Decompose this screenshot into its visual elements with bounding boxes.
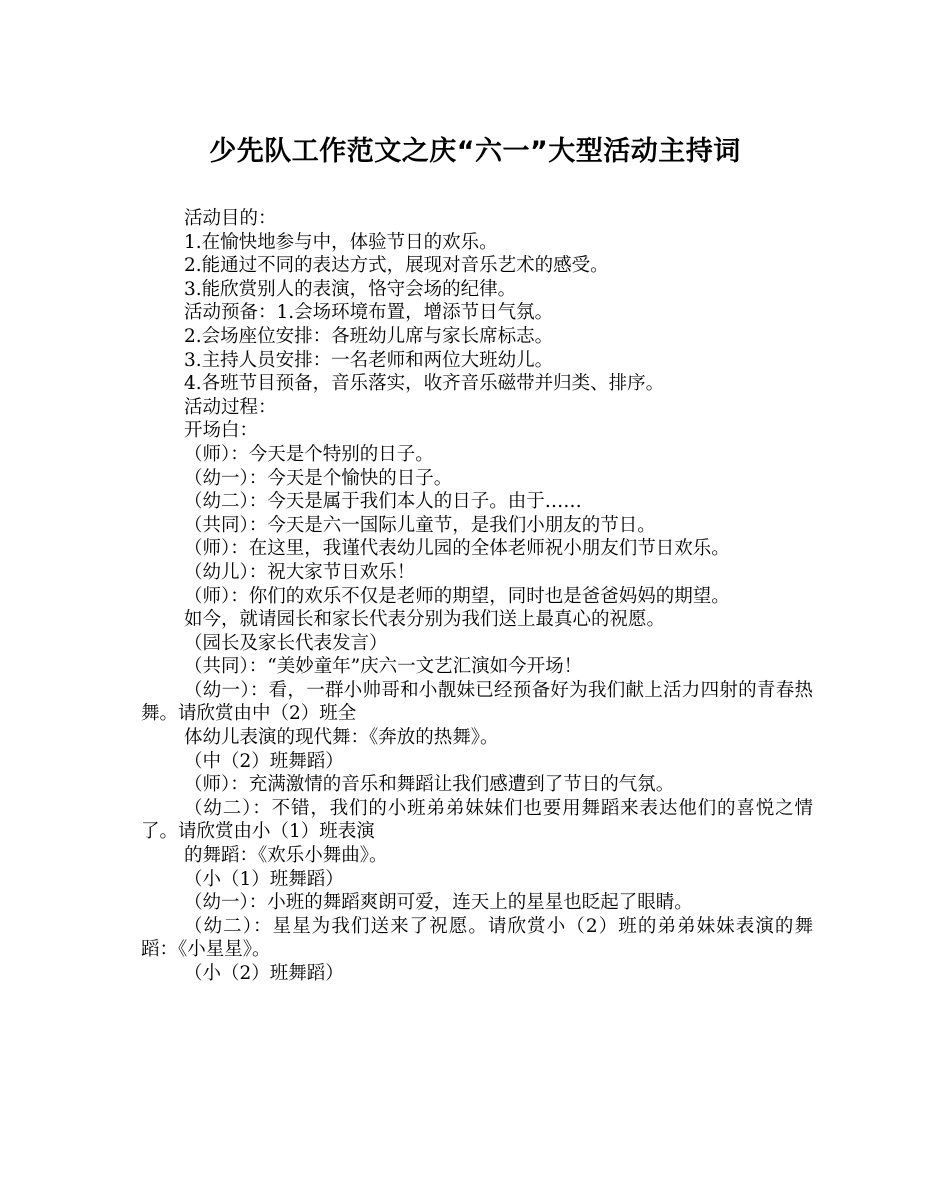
paragraph: （共同）：“美妙童年”庆六一文艺汇演如今开场！ <box>184 656 583 678</box>
paragraph: （共同）：今天是六一国际儿童节，是我们小朋友的节日。 <box>184 514 656 536</box>
paragraph: 4.各班节目预备，音乐落实，收齐音乐磁带并归类、排序。 <box>184 373 665 395</box>
paragraph: （师）：今天是个特别的日子。 <box>184 443 434 465</box>
paragraph: 2.会场座位安排：各班幼儿席与家长席标志。 <box>184 325 554 347</box>
paragraph: 活动目的： <box>184 208 277 229</box>
paragraph: 的舞蹈：《欢乐小舞曲》。 <box>184 845 388 867</box>
paragraph: （幼一）：看，一群小帅哥和小靓妹已经预备好为我们献上活力四射的青春热舞。请欣赏由中（2）班全 <box>141 679 813 725</box>
paragraph: 活动过程： <box>184 396 277 418</box>
paragraph: （小（1）班舞蹈） <box>184 868 344 890</box>
paragraph: （幼二）：不错，我们的小班弟弟妹妹们也要用舞蹈来表达他们的喜悦之情了。请欣赏由小（1）班表演 <box>141 797 813 843</box>
paragraph: （小（2）班舞蹈） <box>184 963 344 984</box>
paragraph: （师）：在这里，我谨代表幼儿园的全体老师祝小朋友们节日欢乐。 <box>184 538 730 560</box>
paragraph: 1.在愉快地参与中，体验节日的欢乐。 <box>184 231 498 253</box>
paragraph: （师）：你们的欢乐不仅是老师的期望，同时也是爸爸妈妈的期望。 <box>184 585 730 607</box>
paragraph: 活动预备：1.会场环境布置，增添节日气氛。 <box>184 302 554 324</box>
paragraph: 3.主持人员安排：一名老师和两位大班幼儿。 <box>184 349 554 371</box>
paragraph: 开场白： <box>184 420 259 442</box>
paragraph: （园长及家长代表发言） <box>184 632 388 654</box>
paragraph: （中（2）班舞蹈） <box>184 750 344 772</box>
paragraph: （幼一）：小班的舞蹈爽朗可爱，连天上的星星也眨起了眼睛。 <box>184 892 693 914</box>
paragraph: 3.能欣赏别人的表演，恪守会场的纪律。 <box>184 278 517 300</box>
paragraph: （幼二）：今天是属于我们本人的日子。由于…… <box>184 491 582 513</box>
paragraph: 2.能通过不同的表达方式，展现对音乐艺术的感受。 <box>184 255 609 277</box>
paragraph: 体幼儿表演的现代舞：《奔放的热舞》。 <box>184 727 499 749</box>
paragraph: 如今，就请园长和家长代表分别为我们送上最真心的祝愿。 <box>184 609 666 631</box>
document-body <box>141 207 813 986</box>
paragraph: （幼儿）：祝大家节日欢乐！ <box>184 561 416 583</box>
paragraph: （幼一）：今天是个愉快的日子。 <box>184 467 453 489</box>
paragraph: （师）：充满激情的音乐和舞蹈让我们感遭到了节日的气氛。 <box>184 774 675 796</box>
paragraph: （幼二）：星星为我们送来了祝愿。请欣赏小（2）班的弟弟妹妹表演的舞蹈：《小星星》。 <box>141 915 813 961</box>
document-title: 少先队工作范文之庆“六一”大型活动主持词 <box>209 136 741 167</box>
